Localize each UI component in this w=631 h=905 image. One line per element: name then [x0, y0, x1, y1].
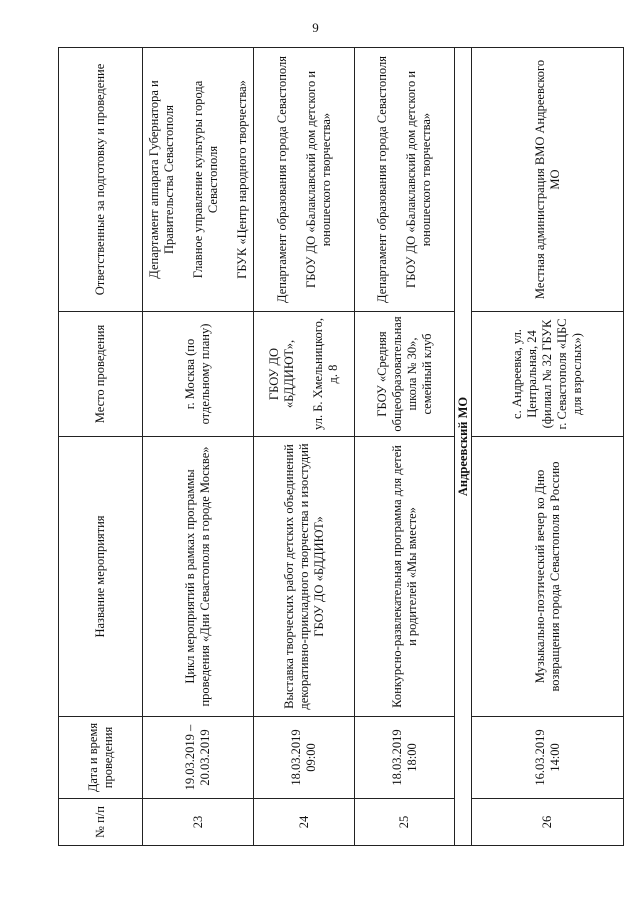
events-table-wrapper: [58, 48, 624, 846]
responsible-line: Главное управление культуры города Севастополя: [190, 80, 220, 279]
table-row: [472, 48, 624, 846]
row-date: 16.03.2019 14:00: [472, 717, 624, 799]
header-date: Дата и время проведения: [59, 717, 143, 799]
table-row: [355, 48, 455, 846]
events-table: [58, 47, 624, 846]
table-row: [143, 48, 254, 846]
section-title: Андреевский МО: [455, 48, 472, 846]
row-responsible: Местная администрация ВМО Андреевского МО: [472, 48, 624, 312]
responsible-line: Департамент аппарата Губернатора и Правительства Севастополя: [146, 80, 176, 279]
place-line: ул. Б. Хмельницкого, д. 8: [311, 318, 340, 430]
row-place: ГБОУ «Средняя общеобразовательная школа № 30», семейный клуб: [355, 312, 455, 437]
row-date: 18.03.2019 18:00: [355, 717, 455, 799]
row-num: 23: [143, 799, 254, 846]
place-line: ГБОУ ДО «БДДИЮТ»,: [267, 339, 296, 409]
row-date: 18.03.2019 09:00: [254, 717, 355, 799]
row-num: 25: [355, 799, 455, 846]
responsible-line: ГБУК «Центр народного творчества»: [234, 80, 249, 279]
row-responsible: [254, 48, 355, 312]
header-name: Название мероприятия: [59, 437, 143, 717]
header-num: № п/п: [59, 799, 143, 846]
row-place: [254, 312, 355, 437]
row-responsible: [143, 48, 254, 312]
row-name: Музыкально-поэтический вечер ко Дню возвращения города Севастополя в Россию: [472, 437, 624, 717]
row-name: Выставка творческих работ детских объединений декоративно-прикладного творчества и изостудий ГБОУ ДО «БДДИЮТ»: [254, 437, 355, 717]
header-place: Место проведения: [59, 312, 143, 437]
responsible-line: ГБОУ ДО «Балаклавский дом детского и юношеского творчества»: [404, 70, 433, 289]
row-place: с. Андреевка, ул. Центральная, 24 (филиал № 32 ГБУК г. Севастополя «ЦБС для взрослых»): [472, 312, 624, 437]
row-responsible: [355, 48, 455, 312]
header-responsible: Ответственные за подготовку и проведение: [59, 48, 143, 312]
section-row: [455, 48, 472, 846]
responsible-line: Департамент образования города Севастополя: [274, 56, 289, 303]
row-date: 19.03.2019 – 20.03.2019: [143, 717, 254, 799]
page-number: 9: [312, 20, 319, 35]
responsible-line: Департамент образования города Севастополя: [375, 56, 389, 303]
row-name: Конкурсно-развлекательная программа для детей и родителей «Мы вместе»: [355, 437, 455, 717]
row-name: Цикл мероприятий в рамках программы проведения «Дни Севастополя в городе Москве»: [143, 437, 254, 717]
row-num: 24: [254, 799, 355, 846]
responsible-line: ГБОУ ДО «Балаклавский дом детского и юношеского творчества»: [303, 70, 333, 289]
header-row: [59, 48, 143, 846]
row-num: 26: [472, 799, 624, 846]
rotated-table-frame: [58, 48, 624, 846]
table-row: [254, 48, 355, 846]
row-place: г. Москва (по отдельному плану): [143, 312, 254, 437]
